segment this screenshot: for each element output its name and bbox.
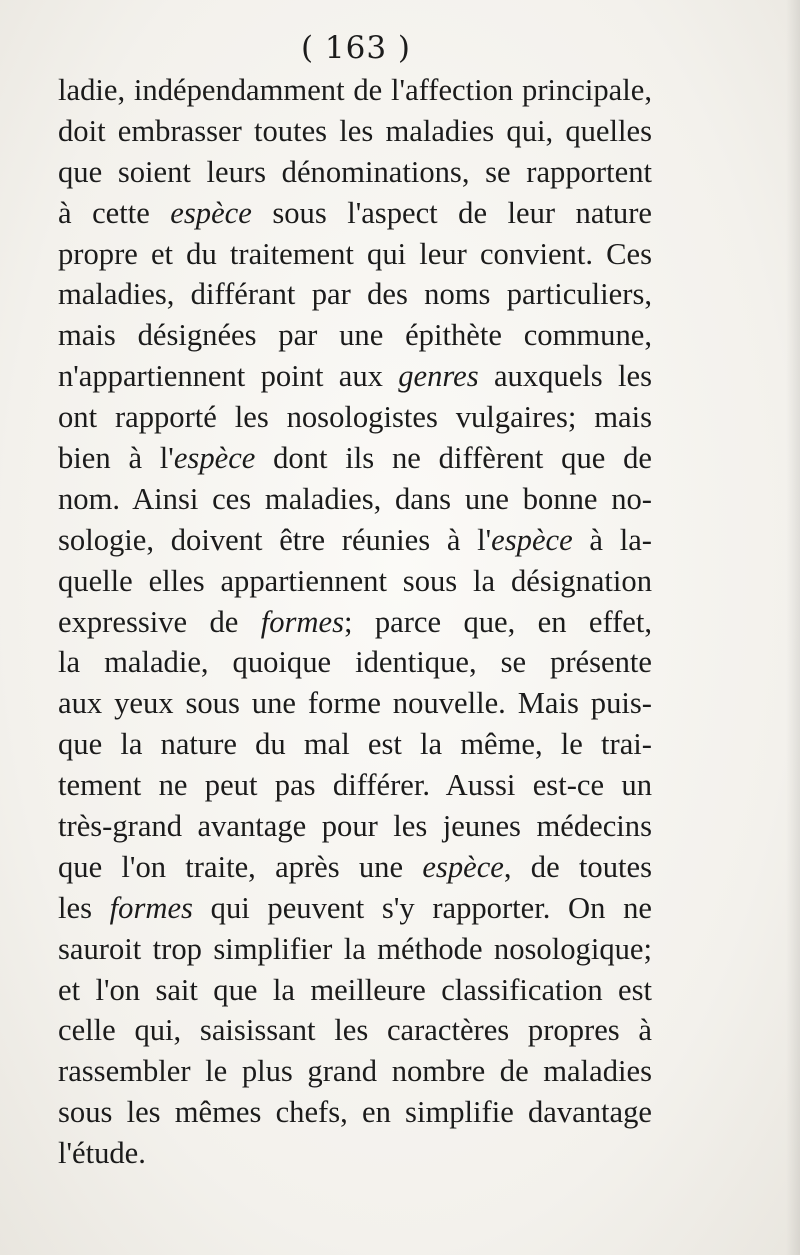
text-segment: quelle elles appartiennent sous la désignation bbox=[58, 563, 652, 598]
italic-term: espèce bbox=[170, 195, 252, 230]
text-segment: et l'on sait que la meilleure classification est bbox=[58, 972, 652, 1007]
text-segment: ladie, indépendamment de l'affection principale, bbox=[58, 73, 652, 107]
text-line bbox=[58, 70, 652, 111]
text-segment: doit embrasser toutes les maladies qui, quelles bbox=[58, 113, 652, 148]
text-line bbox=[58, 315, 652, 356]
text-segment: les bbox=[58, 890, 110, 925]
text-segment: ont rapporté les nosologistes vulgaires; mais bbox=[58, 400, 652, 435]
text-segment: sous les mêmes chefs, en simplifie davantage bbox=[58, 1095, 652, 1130]
text-segment: dont ils ne diffèrent que de bbox=[255, 441, 653, 476]
text-line bbox=[58, 602, 652, 643]
text-line bbox=[58, 1133, 652, 1174]
text-line bbox=[58, 438, 652, 479]
text-segment: rassembler le plus grand nombre de maladies bbox=[58, 1054, 652, 1089]
text-line bbox=[58, 234, 652, 275]
text-line bbox=[58, 479, 652, 520]
text-segment: aux yeux sous une forme nouvelle. Mais puis- bbox=[58, 686, 652, 721]
text-line bbox=[58, 561, 652, 602]
italic-term: genres bbox=[398, 359, 479, 394]
page-edge-shadow bbox=[786, 0, 800, 1255]
text-segment: mais désignées par une épithète commune, bbox=[58, 318, 652, 353]
text-segment: sologie, doivent être réunies à l' bbox=[58, 522, 492, 557]
page-number: ( 163 ) bbox=[300, 30, 412, 66]
text-segment: maladies, différant par des noms particuliers, bbox=[58, 277, 652, 312]
text-segment: l'étude. bbox=[58, 1136, 146, 1171]
text-line bbox=[58, 1010, 652, 1051]
italic-term: formes bbox=[109, 890, 193, 925]
text-segment: sauroit trop simplifier la méthode nosologique; bbox=[58, 931, 652, 966]
italic-term: espèce bbox=[422, 849, 504, 884]
text-line bbox=[58, 111, 652, 152]
text-segment: n'appartiennent point aux bbox=[58, 359, 399, 394]
text-segment: tement ne peut pas différer. Aussi est-ce un bbox=[58, 768, 652, 803]
text-line bbox=[58, 642, 652, 683]
text-line bbox=[58, 765, 652, 806]
text-line bbox=[58, 274, 652, 315]
text-segment: expressive de bbox=[58, 604, 261, 639]
italic-term: espèce bbox=[173, 441, 256, 476]
text-segment: sous l'aspect de leur nature bbox=[251, 195, 652, 230]
text-segment: , de toutes bbox=[503, 849, 652, 884]
text-line bbox=[58, 806, 652, 847]
text-segment: que soient leurs dénominations, se rapportent bbox=[58, 154, 652, 189]
text-segment: bien à l' bbox=[58, 441, 174, 476]
text-segment: nom. Ainsi ces maladies, dans une bonne no- bbox=[58, 481, 652, 516]
text-line bbox=[58, 970, 652, 1011]
text-line bbox=[58, 193, 652, 234]
text-segment: que l'on traite, après une bbox=[58, 849, 423, 884]
italic-term: espèce bbox=[491, 522, 573, 557]
text-segment: à cette bbox=[58, 195, 171, 230]
text-segment: qui peuvent s'y rapporter. On ne bbox=[192, 890, 652, 925]
text-line bbox=[58, 929, 652, 970]
text-line bbox=[58, 397, 652, 438]
text-line bbox=[58, 152, 652, 193]
text-segment: la maladie, quoique identique, se présente bbox=[58, 645, 652, 680]
text-line bbox=[58, 888, 652, 929]
text-line bbox=[58, 356, 652, 397]
text-line bbox=[58, 520, 652, 561]
text-segment: celle qui, saisissant les caractères propres à bbox=[58, 1013, 652, 1048]
text-segment: que la nature du mal est la même, le trai- bbox=[58, 727, 652, 762]
text-segment: propre et du traitement qui leur convient. Ces bbox=[58, 236, 652, 271]
italic-term: formes bbox=[260, 604, 345, 639]
text-line bbox=[58, 1051, 652, 1092]
text-line bbox=[58, 683, 652, 724]
text-line bbox=[58, 1092, 652, 1133]
text-segment: auxquels les bbox=[478, 359, 652, 394]
text-line bbox=[58, 847, 652, 888]
text-segment: ; parce que, en effet, bbox=[344, 604, 652, 639]
body-text bbox=[58, 70, 652, 1174]
text-segment: à la- bbox=[572, 522, 652, 557]
text-segment: très-grand avantage pour les jeunes médecins bbox=[58, 809, 652, 844]
text-line bbox=[58, 724, 652, 765]
